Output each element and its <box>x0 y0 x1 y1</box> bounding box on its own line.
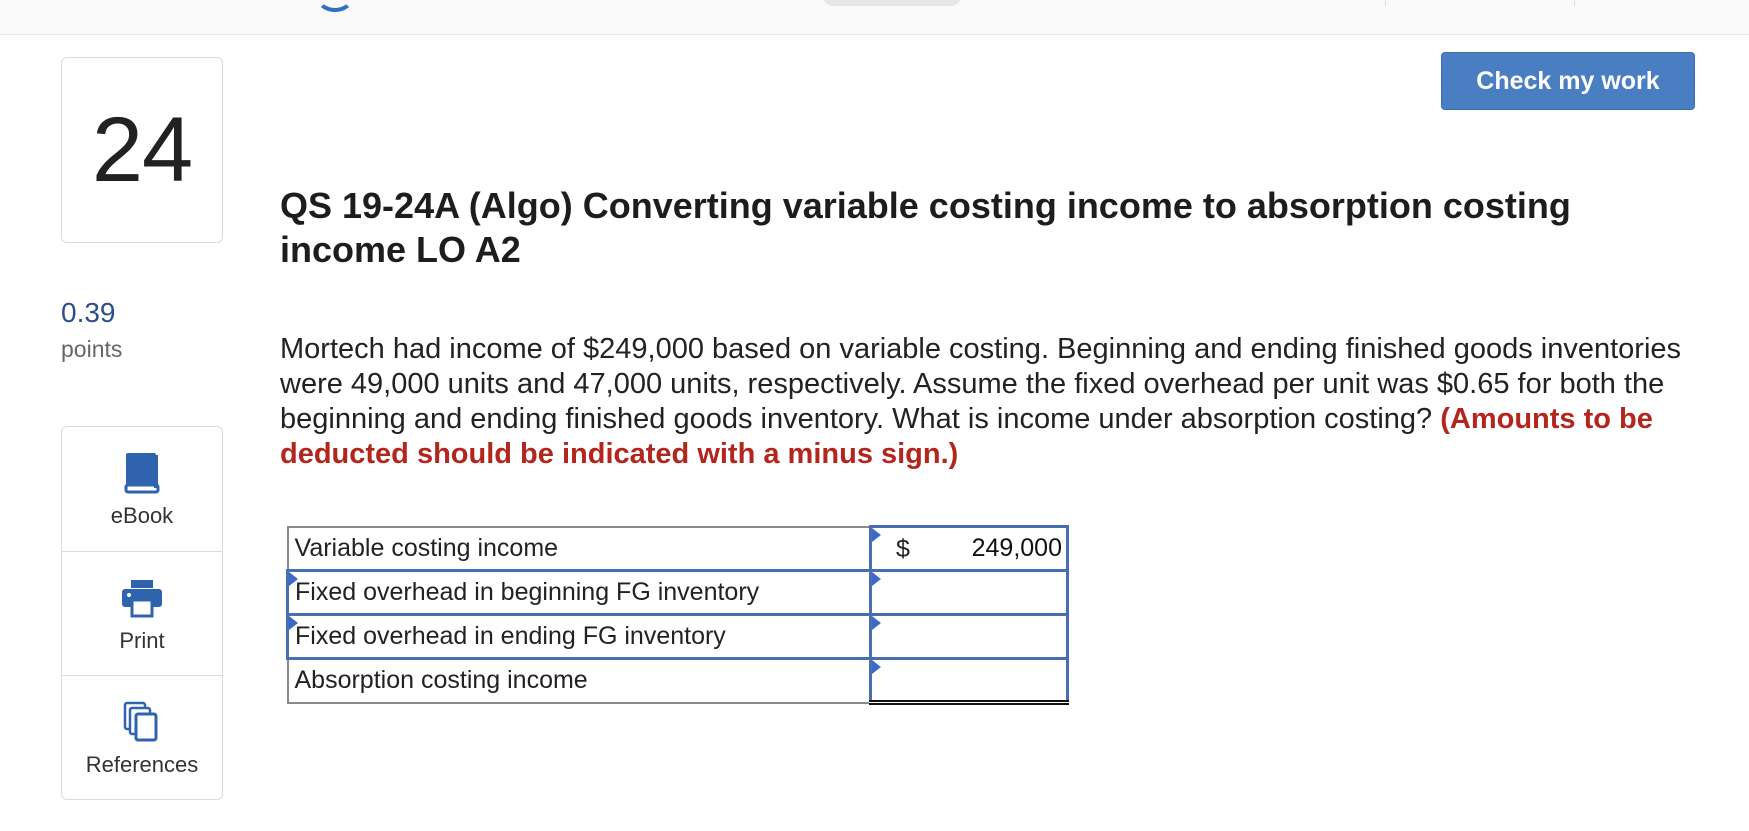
flag-marker <box>289 572 298 586</box>
row-label: Absorption costing income <box>288 659 871 703</box>
flag-marker <box>872 660 881 674</box>
ebook-label: eBook <box>110 503 174 528</box>
row-label-select[interactable] <box>288 571 871 615</box>
table-row <box>288 527 1068 571</box>
table-row <box>288 571 1068 615</box>
flag-marker <box>872 572 881 586</box>
divider <box>1385 0 1386 6</box>
question-number-card <box>61 57 223 243</box>
beginning-fg-overhead-input[interactable] <box>872 574 1066 612</box>
currency-symbol: $ <box>896 535 910 563</box>
progress-pill[interactable] <box>823 0 961 6</box>
flag-marker <box>872 616 881 630</box>
book-icon <box>124 449 160 497</box>
check-my-work-button[interactable]: Check my work <box>1441 52 1695 110</box>
points-label: points <box>61 336 123 362</box>
question-prompt <box>280 332 1710 472</box>
ebook-button[interactable] <box>62 427 222 550</box>
row-label: Fixed overhead in ending FG inventory <box>295 622 726 650</box>
print-button[interactable] <box>62 551 222 675</box>
logo-icon <box>316 0 354 12</box>
prompt-text: Mortech had income of $249,000 based on variable costing. Beginning and ending finished goods inventories were 49,000 units and 47,000 units, respectively. Assume the fixed overhead per unit was $0.65 for both the beginning and ending finished goods inventory. What is income under absorption costing? <box>280 333 1682 435</box>
top-bar <box>0 0 1749 35</box>
tools-panel <box>61 426 223 800</box>
question-number: 24 <box>91 99 193 201</box>
divider <box>1574 0 1575 6</box>
row-label-select[interactable] <box>288 615 871 659</box>
absorption-costing-income-input[interactable] <box>872 661 1066 699</box>
table-row <box>288 615 1068 659</box>
printer-icon <box>121 574 163 622</box>
row-label: Variable costing income <box>288 527 871 571</box>
row-label: Fixed overhead in beginning FG inventory <box>295 578 760 606</box>
absorption-costing-income-input-cell <box>871 659 1068 703</box>
table-row <box>288 659 1068 703</box>
copy-icon <box>123 698 161 746</box>
print-label: Print <box>119 628 165 653</box>
ending-fg-overhead-input-cell <box>871 615 1068 659</box>
ending-fg-overhead-input[interactable] <box>872 618 1066 656</box>
question-title: QS 19-24A (Algo) Converting variable costing income to absorption costing income LO A2 <box>280 185 1571 270</box>
references-button[interactable] <box>62 675 222 799</box>
variable-costing-income-input-cell <box>871 527 1068 571</box>
references-label: References <box>85 752 199 777</box>
flag-marker <box>872 528 881 542</box>
flag-marker <box>289 616 298 630</box>
points-value: 0.39 <box>61 297 116 328</box>
beginning-fg-overhead-input-cell <box>871 571 1068 615</box>
answer-table <box>286 525 1069 705</box>
instruction-text: (Amounts to be deducted should be indicated with a minus sign.) <box>280 403 1653 470</box>
